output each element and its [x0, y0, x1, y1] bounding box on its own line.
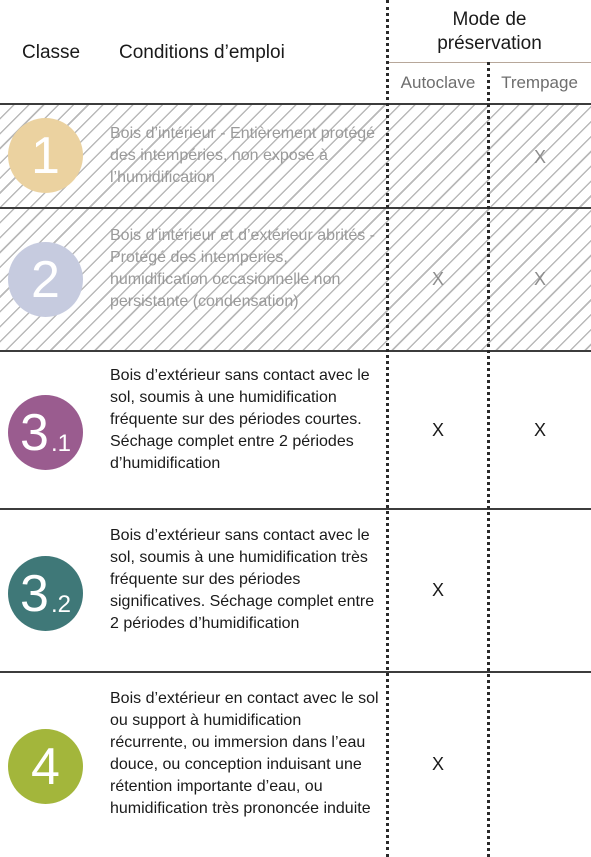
class-badge-4	[8, 729, 83, 804]
class-number: 3	[20, 564, 49, 623]
class-badge-3-1	[8, 395, 83, 470]
conditions-text: Bois d’intérieur - Entièrement protégé des intempéries, non exposé à l’humidification	[110, 125, 376, 186]
conditions-text: Bois d’extérieur sans contact avec le sol, soumis à une humidification très fréquente sur des périodes significatives. Séchage complet entre 2 périodes d’humidification	[110, 527, 375, 632]
class-number: 4	[31, 737, 60, 796]
class-badge-2	[8, 242, 83, 317]
autoclave-mark: X	[431, 269, 444, 289]
table-row-class-4	[0, 673, 591, 857]
trempage-mark: X	[533, 420, 546, 440]
table-row-class-2	[0, 209, 591, 350]
trempage-mark: X	[533, 147, 546, 167]
header-autoclave: Autoclave	[400, 73, 476, 92]
table-row-class-3-2	[0, 510, 591, 671]
class-subnumber: .1	[50, 429, 71, 457]
class-badge-3-2	[8, 556, 83, 631]
column-divider-preservation	[487, 62, 490, 857]
conditions-text: Bois d’intérieur et d’extérieur abrités - Protégé des intempéries, humidification occasionnelle non persistante (condensation)	[110, 227, 376, 310]
autoclave-mark: X	[431, 420, 444, 440]
table-row-class-3-1	[0, 352, 591, 508]
column-divider-conditions	[386, 0, 389, 857]
class-subnumber: .2	[50, 590, 71, 618]
header-mode-line1: Mode de	[452, 9, 527, 30]
autoclave-mark: X	[431, 754, 444, 774]
table-header	[0, 0, 591, 103]
table-row-class-1	[0, 105, 591, 207]
class-number: 3	[20, 403, 49, 462]
header-trempage: Trempage	[501, 73, 578, 92]
header-mode-line2: préservation	[437, 33, 542, 54]
class-number: 1	[31, 126, 60, 185]
header-conditions: Conditions d’emploi	[119, 42, 285, 63]
conditions-text: Bois d’extérieur en contact avec le sol ou support à humidification récurrente, ou immersion dans l’eau douce, ou conception induisant une rétention importante d’eau, ou humidification très prononcée induite	[110, 690, 379, 817]
conditions-text: Bois d’extérieur sans contact avec le sol, soumis à une humidification fréquente sur des périodes courtes. Séchage complet entre 2 périodes d’humidification	[110, 367, 370, 472]
class-badge-1	[8, 118, 83, 193]
class-number: 2	[31, 250, 60, 309]
autoclave-mark: X	[431, 580, 444, 600]
header-classe: Classe	[22, 42, 81, 63]
trempage-mark: X	[533, 269, 546, 289]
header-mode-preservation	[388, 8, 591, 56]
